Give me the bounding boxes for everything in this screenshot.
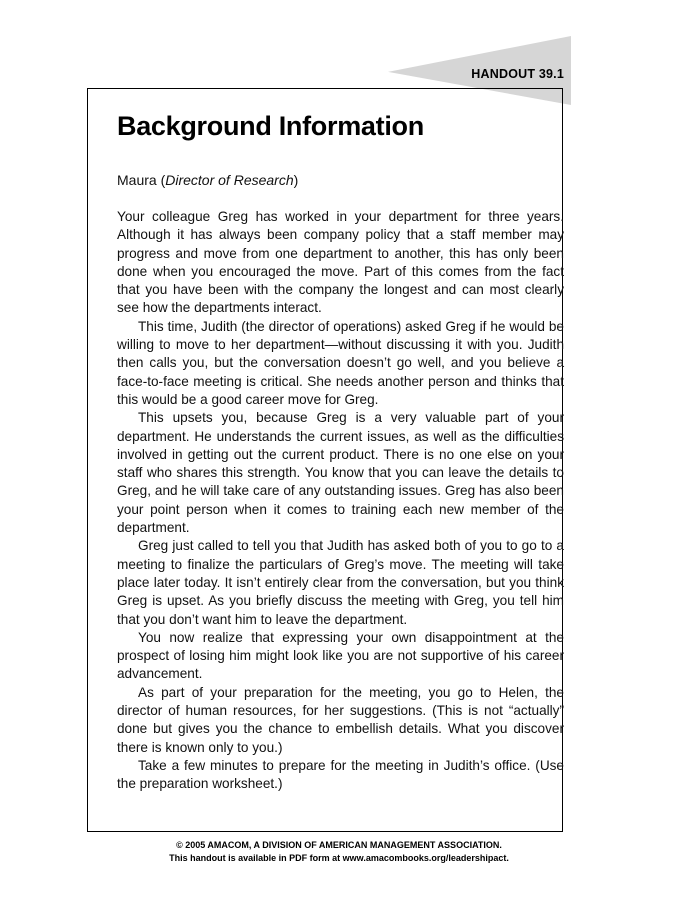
copyright-line: © 2005 AMACOM, A DIVISION OF AMERICAN MANAGEMENT ASSOCIATION. (176, 840, 502, 850)
paragraph: Take a few minutes to prepare for the meeting in Judith’s office. (Use the preparation worksheet.) (117, 757, 564, 792)
speaker-role: Director of Research (165, 172, 294, 188)
paragraph: This upsets you, because Greg is a very valuable part of your department. He understands the current issues, as well as the difficulties involved in getting out the current product. There is no one else on your staff who shares this strength. You know that you can leave the details to Greg, and he will take care of any outstanding issues. Greg has also been your point person when it comes to training each new member of the department. (117, 410, 564, 536)
paragraph: Greg just called to tell you that Judith has asked both of you to go to a meeting to finalize the particulars of Greg’s move. The meeting will take place later today. It isn’t entirely clear from the conversation, but you think Greg is upset. As you briefly discuss the meeting with Greg, you tell him that you don’t want him to leave the department. (117, 538, 564, 627)
page-footer (0, 839, 678, 865)
paragraph: This time, Judith (the director of operations) asked Greg if he would be willing to move to her department—without discussing it with you. Judith then calls you, but the conversation doesn’t go well, and you believe a face-to-face meeting is critical. She needs another person and thinks that this would be a good career move for Greg. (117, 318, 564, 407)
availability-line: This handout is available in PDF form at www.amacombooks.org/leadershipact. (169, 853, 509, 863)
paragraph: Your colleague Greg has worked in your department for three years. Although it has always been company policy that a staff member may progress and move from one department to another, this has only been done when you encouraged the move. Part of this comes from the fact that you have been with the company the longest and can most clearly see how the departments interact. (117, 209, 564, 316)
paragraph: You now realize that expressing your own disappointment at the prospect of losing him might look like you are not supportive of his career advancement. (117, 629, 564, 682)
speaker-name: Maura (117, 172, 157, 188)
paragraph: As part of your preparation for the meeting, you go to Helen, the director of human resources, for her suggestions. (This is not “actually” done but gives you the chance to embellish details. What you discover there is known only to you.) (117, 684, 564, 755)
speaker-line: Maura (Director of Research) (117, 172, 299, 188)
body-text (117, 208, 564, 794)
page-title: Background Information (117, 111, 424, 141)
handout-label: HANDOUT 39.1 (471, 67, 564, 81)
